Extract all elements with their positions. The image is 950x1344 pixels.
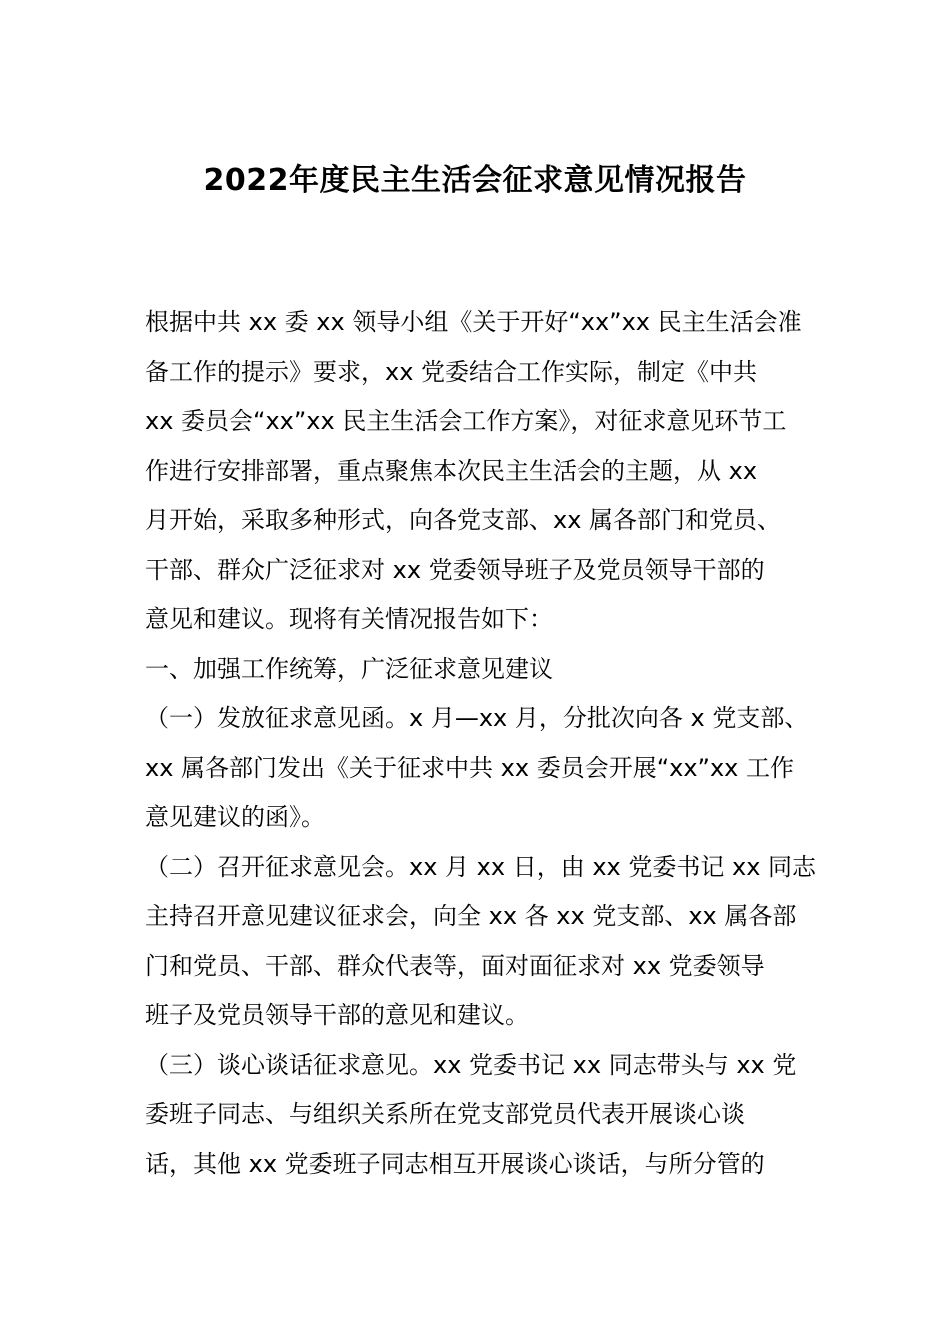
- body-line: 备工作的提示》要求，xx 党委结合工作实际，制定《中共: [145, 357, 758, 386]
- body-line: 意见建议的函》。: [145, 803, 325, 831]
- body-line: 委班子同志、与组织关系所在党支部党员代表开展谈心谈: [145, 1100, 745, 1128]
- body-line: 主持召开意见建议征求会，向全 xx 各 xx 党支部、xx 属各部: [145, 902, 797, 930]
- body-line: 作进行安排部署，重点聚焦本次民主生活会的主题，从 xx: [145, 456, 758, 485]
- body-line: 话，其他 xx 党委班子同志相互开展谈心谈话，与所分管的: [145, 1149, 765, 1178]
- body-line: （一）发放征求意见函。x 月—xx 月，分批次向各 x 党支部、: [145, 704, 809, 732]
- body-line: xx 属各部门发出《关于征求中共 xx 委员会开展“xx”xx 工作: [145, 753, 795, 782]
- body-line: 月开始，采取多种形式，向各党支部、xx 属各部门和党员、: [145, 506, 782, 534]
- body-line: 意见和建议。现将有关情况报告如下：: [145, 605, 553, 633]
- section-heading: 一、加强工作统筹，广泛征求意见建议: [145, 654, 553, 683]
- document-body: [145, 298, 835, 1189]
- body-line: （二）召开征求意见会。xx 月 xx 日，由 xx 党委书记 xx 同志: [145, 852, 817, 881]
- body-line: xx 委员会“xx”xx 民主生活会工作方案》，对征求意见环节工: [145, 407, 787, 435]
- body-line: （三）谈心谈话征求意见。xx 党委书记 xx 同志带头与 xx 党: [145, 1050, 797, 1079]
- document-title: 2022年度民主生活会征求意见情况报告: [203, 163, 747, 198]
- body-line: 根据中共 xx 委 xx 领导小组《关于开好“xx”xx 民主生活会准: [145, 308, 802, 336]
- body-line: 班子及党员领导干部的意见和建议。: [145, 1001, 529, 1029]
- body-line: 门和党员、干部、群众代表等，面对面征求对 xx 党委领导: [145, 951, 765, 980]
- body-line: 干部、群众广泛征求对 xx 党委领导班子及党员领导干部的: [145, 555, 765, 584]
